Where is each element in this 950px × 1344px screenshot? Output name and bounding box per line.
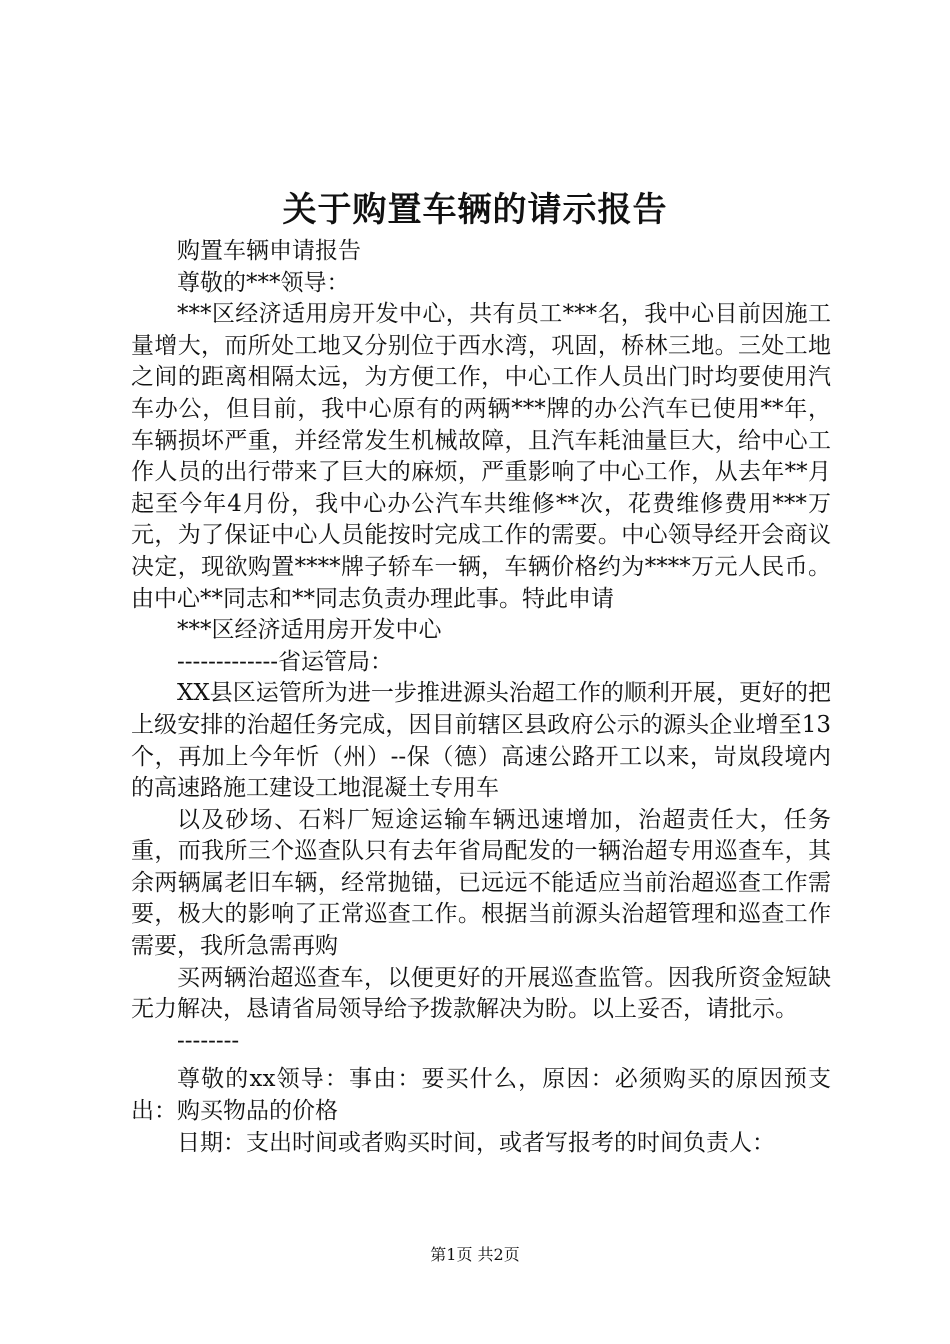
paragraph-reason-2: 以及砂场、石料厂短途运输车辆迅速增加，治超责任大，任务重，而我所三个巡查队只有去年省局配发的一辆治超专用巡查车，其余两辆属老旧车辆，经常抛锚，已远远不能适应当前治超巡查工作需要，极大的影响了正常巡查工作。根据当前源头治超管理和巡查工作需要，我所急需再购 (131, 806, 831, 960)
paragraph-signature: ***区经济适用房开发中心 (177, 617, 442, 644)
paragraph-salutation: 尊敬的***领导： (177, 269, 350, 296)
paragraph-heading: 购置车辆申请报告 (177, 238, 361, 264)
paragraph-separator: -------- (177, 1027, 240, 1054)
paragraph-reason-3: 买两辆治超巡查车，以便更好的开展巡查监管。因我所资金短缺无力解决，恳请省局领导给予拨款解决为盼。以上妥否，请批示。 (131, 964, 831, 1023)
paragraph-template-2: 日期：支出时间或者购买时间，或者写报考的时间负责人： (177, 1129, 775, 1156)
paragraph-template-1: 尊敬的xx领导：事由：要买什么，原因：必须购买的原因预支出：购买物品的价格 (131, 1066, 831, 1125)
document-body (131, 236, 831, 1159)
document-title: 关于购置车辆的请示报告 (282, 190, 668, 230)
page-footer: 第1页 共2页 (430, 1245, 520, 1264)
paragraph-reason-1: XX县区运管所为进一步推进源头治超工作的顺利开展，更好的把上级安排的治超任务完成，因目前辖区县政府公示的源头企业增至13个，再加上今年忻（州）--保（德）高速公路开工以来，岢岚段境内的高速路施工建设工地混凝土专用车 (131, 680, 831, 802)
paragraph-addressee: -------------省运管局： (177, 648, 394, 675)
paragraph-request-body: ***区经济适用房开发中心，共有员工***名，我中心目前因施工量增大，而所处工地又分别位于西水湾，巩固，桥林三地。三处工地之间的距离相隔太远，为方便工作，中心工作人员出门时均要使用汽车办公，但目前，我中心原有的两辆***牌的办公汽车已使用**年，车辆损坏严重，并经常发生机械故障，且汽车耗油量巨大，给中心工作人员的出行带来了巨大的麻烦，严重影响了中心工作，从去年**月起至今年4月份，我中心办公汽车共维修**次，花费维修费用***万元，为了保证中心人员能按时完成工作的需要。中心领导经开会商议决定，现欲购置****牌子轿车一辆，车辆价格约为****万元人民币。由中心**同志和**同志负责办理此事。特此申请 (131, 301, 831, 612)
